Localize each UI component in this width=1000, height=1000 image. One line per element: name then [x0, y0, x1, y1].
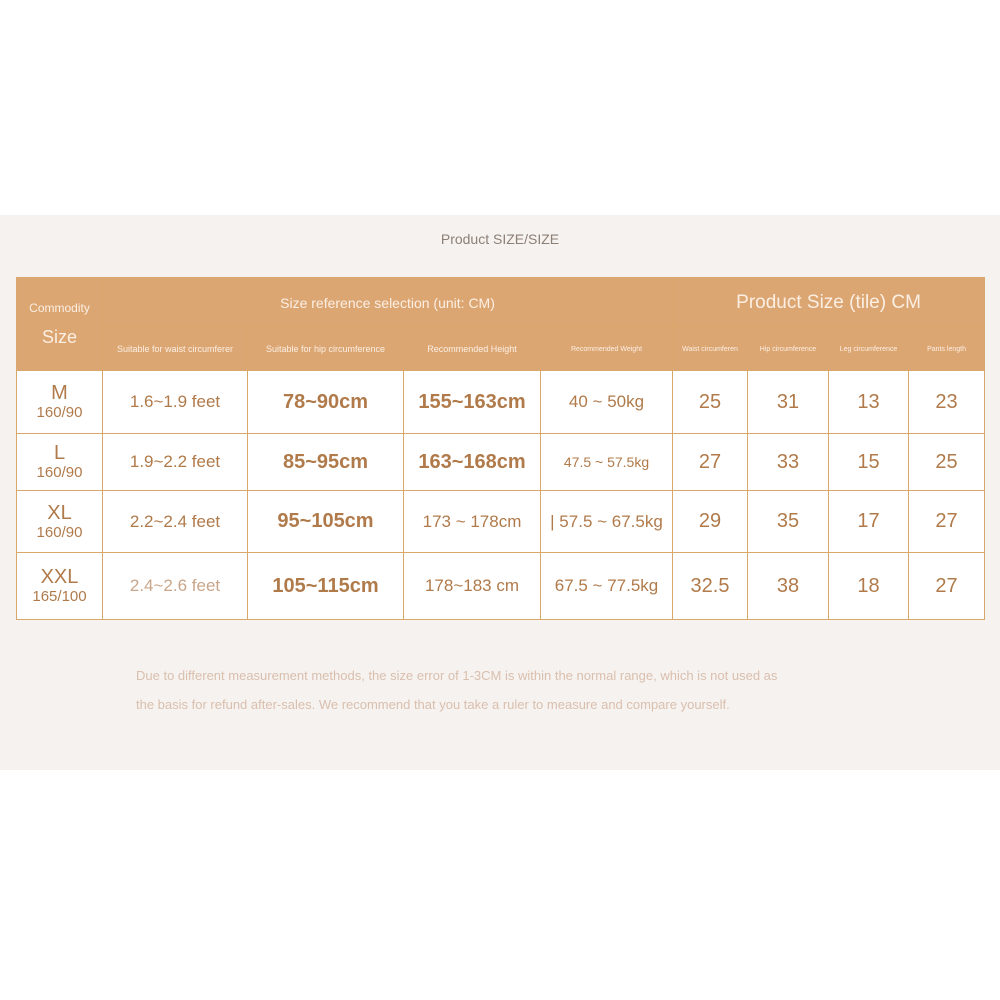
leg-cell: 13: [829, 371, 909, 434]
length-cell: 27: [909, 491, 985, 553]
leg-cell: 18: [829, 553, 909, 620]
size-spec: 165/100: [32, 588, 87, 605]
header-col-weight: Recommended Weight: [541, 328, 673, 371]
header-col-hip: Hip circumference: [748, 328, 829, 371]
header-col-waist-fit: Suitable for waist circumferer: [103, 328, 248, 371]
weight-cell: 40 ~ 50kg: [541, 371, 673, 434]
note-line-2: the basis for refund after-sales. We recommend that you take a ruler to measure and compare yourself.: [136, 697, 730, 712]
header-col-length: Pants length: [909, 328, 985, 371]
header-reference-group: Size reference selection (unit: CM): [103, 278, 673, 328]
waist-cell: 32.5: [673, 553, 748, 620]
waist-fit-cell: 2.4~2.6 feet: [103, 553, 248, 620]
hip-fit-cell: 105~115cm: [248, 553, 404, 620]
leg-cell: 15: [829, 434, 909, 491]
header-row-top: [17, 278, 985, 328]
hip-cell: 33: [748, 434, 829, 491]
waist-fit-cell: 1.9~2.2 feet: [103, 434, 248, 491]
hip-fit-cell: 95~105cm: [248, 491, 404, 553]
table-row: [17, 434, 985, 491]
size-cell: [17, 491, 103, 553]
height-cell: 155~163cm: [404, 371, 541, 434]
hip-fit-cell: 78~90cm: [248, 371, 404, 434]
size-table: [16, 277, 985, 620]
page-title: Product SIZE/SIZE: [440, 231, 560, 247]
measurement-note: [136, 661, 896, 719]
size-spec: 160/90: [36, 464, 83, 481]
size-cell: [17, 553, 103, 620]
table-row: [17, 371, 985, 434]
hip-cell: 35: [748, 491, 829, 553]
height-cell: 173 ~ 178cm: [404, 491, 541, 553]
height-cell: 178~183 cm: [404, 553, 541, 620]
weight-cell: 67.5 ~ 77.5kg: [541, 553, 673, 620]
header-col-waist: Waist circumferen: [673, 328, 748, 371]
header-size-cell: [17, 278, 103, 371]
leg-cell: 17: [829, 491, 909, 553]
table-row: [17, 553, 985, 620]
length-cell: 27: [909, 553, 985, 620]
header-commodity: Commodity: [29, 300, 90, 315]
size-code: XXL: [40, 566, 79, 588]
waist-fit-cell: 2.2~2.4 feet: [103, 491, 248, 553]
weight-cell: | 57.5 ~ 67.5kg: [541, 491, 673, 553]
hip-cell: 31: [748, 371, 829, 434]
height-cell: 163~168cm: [404, 434, 541, 491]
header-product-group: Product Size (tile) CM: [673, 278, 985, 328]
waist-cell: 29: [673, 491, 748, 553]
waist-cell: 25: [673, 371, 748, 434]
header-col-height: Recommended Height: [404, 328, 541, 371]
size-spec: 160/90: [36, 523, 83, 541]
waist-cell: 27: [673, 434, 748, 491]
size-code: XL: [47, 501, 72, 524]
hip-fit-cell: 85~95cm: [248, 434, 404, 491]
size-code: M: [51, 382, 68, 404]
waist-fit-cell: 1.6~1.9 feet: [103, 371, 248, 434]
size-code: L: [53, 442, 66, 464]
size-spec: 160/90: [36, 404, 83, 421]
length-cell: 23: [909, 371, 985, 434]
note-line-1: Due to different measurement methods, the size error of 1-3CM is within the normal range, which is not used as: [136, 668, 778, 683]
size-cell: [17, 434, 103, 491]
header-col-leg: Leg circumference: [829, 328, 909, 371]
table-row: [17, 491, 985, 553]
weight-cell: 47.5 ~ 57.5kg: [541, 434, 673, 491]
length-cell: 25: [909, 434, 985, 491]
header-row-sub: [17, 328, 985, 371]
header-size: Size: [41, 326, 77, 347]
hip-cell: 38: [748, 553, 829, 620]
size-cell: [17, 371, 103, 434]
size-chart-panel: [0, 215, 1000, 770]
header-col-hip-fit: Suitable for hip circumference: [248, 328, 404, 371]
